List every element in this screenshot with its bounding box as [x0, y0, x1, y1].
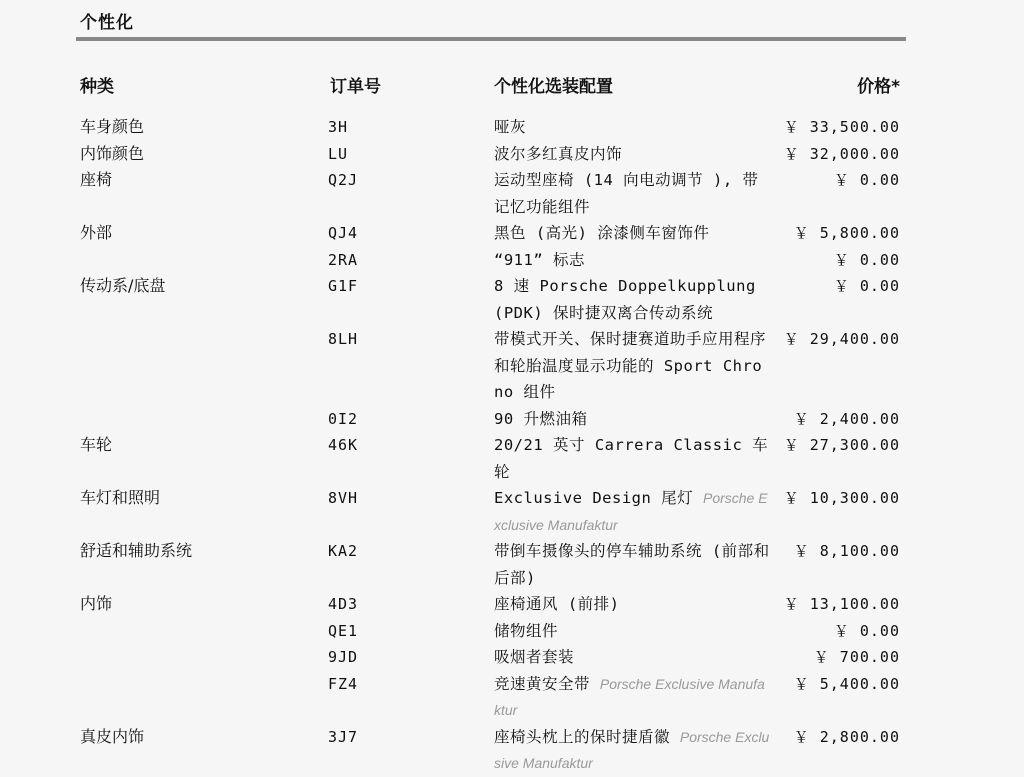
table-row	[0, 724, 1024, 777]
row-price: ￥ 2,800.00	[793, 727, 900, 746]
table-row	[0, 220, 1024, 247]
row-option-text: 储物组件	[494, 621, 559, 640]
row-price: ￥ 0.00	[833, 171, 900, 189]
row-order-code: 2RA	[328, 250, 359, 269]
row-order-code: 4D3	[328, 595, 359, 613]
row-option-text: “911” 标志	[494, 250, 585, 269]
row-option	[494, 247, 770, 274]
row-order-code: QJ4	[328, 224, 359, 242]
row-price: ￥ 10,300.00	[783, 489, 900, 507]
row-category: 内饰	[80, 594, 113, 613]
row-order-code: KA2	[328, 542, 359, 560]
row-price: ￥ 32,000.00	[783, 144, 900, 163]
row-price: ￥ 5,400.00	[793, 674, 900, 693]
table-row	[0, 167, 1024, 220]
row-category: 车身颜色	[80, 117, 145, 136]
row-order-code: LU	[328, 144, 349, 163]
column-header-price: 价格*	[857, 77, 900, 97]
row-option-text: 带模式开关、保时捷赛道助手应用程序和轮胎温度显示功能的 Sport Chrono 组件	[494, 330, 767, 401]
row-order-code: 0I2	[328, 409, 359, 428]
column-header-category: 种类	[80, 77, 114, 97]
table-row	[0, 671, 1024, 724]
row-option	[494, 432, 770, 485]
row-price: ￥ 33,500.00	[783, 118, 900, 136]
row-option	[494, 538, 770, 591]
row-order-code: Q2J	[328, 171, 359, 189]
row-price: ￥ 700.00	[813, 648, 900, 666]
row-price: ￥ 0.00	[833, 250, 900, 269]
row-category: 车灯和照明	[80, 488, 161, 507]
row-option-text: 带倒车摄像头的停车辅助系统 (前部和后部)	[494, 542, 770, 587]
table-row	[0, 141, 1024, 168]
row-option	[494, 114, 770, 141]
row-option	[494, 220, 770, 247]
row-order-code: G1F	[328, 277, 359, 295]
table-row	[0, 406, 1024, 433]
row-option	[494, 618, 770, 645]
column-header-code: 订单号	[330, 77, 381, 97]
row-category: 舒适和辅助系统	[80, 541, 193, 560]
row-price: ￥ 8,100.00	[793, 542, 900, 560]
row-option	[494, 724, 770, 777]
exclusive-manufaktur-note: Porsche Exclusive Manufaktur	[494, 675, 765, 718]
row-option-text: 运动型座椅 (14 向电动调节 ), 带记忆功能组件	[494, 171, 759, 216]
section-title: 个性化	[80, 13, 134, 33]
row-option	[494, 485, 770, 538]
table-row	[0, 273, 1024, 326]
row-price: ￥ 29,400.00	[783, 330, 900, 348]
table-row	[0, 326, 1024, 406]
table-row	[0, 485, 1024, 538]
row-category: 真皮内饰	[80, 726, 145, 746]
row-order-code: 3J7	[328, 727, 359, 746]
row-category: 车轮	[80, 435, 113, 454]
exclusive-manufaktur-note: Porsche Exclusive Manufaktur	[494, 490, 768, 533]
row-price: ￥ 0.00	[833, 621, 900, 640]
row-category: 外部	[80, 223, 113, 242]
row-order-code: QE1	[328, 621, 359, 640]
row-option-text: 吸烟者套装	[494, 648, 575, 666]
row-price: ￥ 13,100.00	[783, 595, 900, 613]
row-price: ￥ 0.00	[833, 277, 900, 295]
row-price: ￥ 2,400.00	[793, 409, 900, 428]
row-order-code: 8VH	[328, 489, 359, 507]
row-category: 传动系/底盘	[80, 276, 166, 295]
row-option	[494, 273, 770, 326]
row-price: ￥ 27,300.00	[783, 436, 900, 454]
row-option-text: 20/21 英寸 Carrera Classic 车轮	[494, 436, 769, 481]
row-option-text: 哑灰	[494, 118, 527, 136]
row-price: ￥ 5,800.00	[793, 224, 900, 242]
table-row	[0, 644, 1024, 671]
row-option-text: Exclusive Design 尾灯	[494, 489, 694, 507]
row-option-text: 黑色 (高光) 涂漆侧车窗饰件	[494, 224, 710, 242]
table-row	[0, 432, 1024, 485]
row-order-code: 46K	[328, 436, 359, 454]
row-category: 座椅	[80, 170, 113, 189]
exclusive-manufaktur-note: Porsche Exclusive Manufaktur	[494, 728, 770, 771]
row-option	[494, 406, 770, 433]
row-option	[494, 141, 770, 168]
row-option-text: 8 速 Porsche Doppelkupplung (PDK) 保时捷双离合传动系统	[494, 277, 756, 322]
row-order-code: FZ4	[328, 674, 359, 693]
row-option-text: 90 升燃油箱	[494, 409, 588, 428]
row-option-text: 竞速黄安全带	[494, 674, 591, 693]
table-row	[0, 114, 1024, 141]
row-option	[494, 326, 770, 406]
options-table	[0, 114, 1024, 777]
row-order-code: 9JD	[328, 648, 359, 666]
table-row	[0, 618, 1024, 645]
row-order-code: 3H	[328, 118, 349, 136]
row-category: 内饰颜色	[80, 143, 145, 163]
row-option	[494, 167, 770, 220]
row-option-text: 座椅通风 (前排)	[494, 595, 620, 613]
row-option	[494, 644, 770, 671]
row-option	[494, 671, 770, 724]
column-header-option: 个性化选装配置	[494, 77, 613, 97]
table-row	[0, 538, 1024, 591]
table-row	[0, 247, 1024, 274]
table-row	[0, 591, 1024, 618]
row-order-code: 8LH	[328, 330, 359, 348]
section-divider	[76, 37, 906, 41]
row-option-text: 波尔多红真皮内饰	[494, 144, 623, 163]
row-option	[494, 591, 770, 618]
row-option-text: 座椅头枕上的保时捷盾徽	[494, 727, 671, 746]
